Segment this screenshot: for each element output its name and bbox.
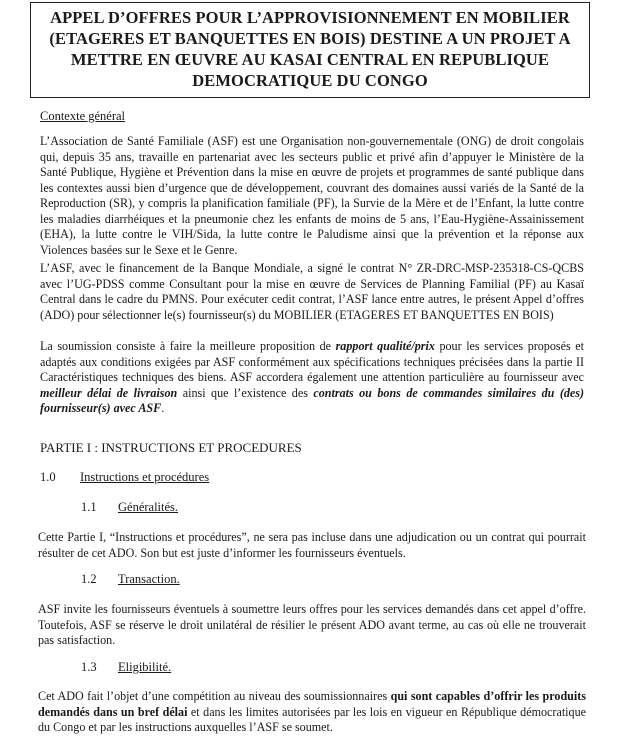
section-1-3-text-c: et dans les limites autorisées par les lois en vigueur en République démocratique du Congo et par les instructions auxquelles l’ASF se soumet. <box>38 704 586 734</box>
section-1-2-text: ASF invite les fournisseurs éventuels à soumettre leurs offres pour les services demandés dans cet appel d’offre. Toutefois, ASF se réserve le droit unilatéral de résilier le présent ADO avant terme, au cas où elle ne trouverait pas satisfaction. <box>38 602 586 647</box>
section-1-3-number: 1.3 <box>81 660 97 674</box>
context-p3-text-g: . <box>161 401 165 415</box>
context-p3-text-a: La soumission consiste à faire la meilleure proposition de <box>40 339 336 353</box>
section-1-2-heading <box>81 572 180 587</box>
part1-heading: PARTIE I : INSTRUCTIONS ET PROCEDURES <box>40 440 302 455</box>
section-1-0-heading <box>40 470 209 485</box>
title-line-2: (ETAGERES ET BANQUETTES EN BOIS) DESTINE A UN PROJET A <box>49 29 571 48</box>
section-1-3-text <box>38 689 586 736</box>
context-p3-emph-quality-price: rapport qualité/prix <box>335 339 435 353</box>
title-line-1: APPEL D’OFFRES POUR L’APPROVISIONNEMENT EN MOBILIER <box>50 8 570 27</box>
section-1-1-label: Généralités. <box>118 500 179 514</box>
section-1-1-text: Cette Partie I, “Instructions et procédures”, ne sera pas incluse dans une adjudication ou un contrat qui pourrait résulter de cet ADO. Son but est juste d’informer les fournisseurs éventuels. <box>38 530 586 560</box>
section-1-2-label: Transaction. <box>118 572 180 586</box>
title-line-3: METTRE EN ŒUVRE AU KASAI CENTRAL EN REPUBLIQUE <box>70 50 550 69</box>
section-1-3-text-a: Cet ADO fait l’objet d’une compétition au niveau des soumissionnaires <box>38 689 391 703</box>
section-1-0-number: 1.0 <box>40 470 56 484</box>
section-1-1-heading <box>81 500 178 515</box>
title-line-4: DEMOCRATIQUE DU CONGO <box>192 71 428 90</box>
section-1-2-number: 1.2 <box>81 572 97 586</box>
context-p3-emph-contracts: contrats ou bons de commandes similaires du (des) fournisseur(s) avec ASF <box>40 385 584 415</box>
context-heading: Contexte général <box>40 109 126 123</box>
context-paragraph-1: L’Association de Santé Familiale (ASF) est une Organisation non-gouvernementale (ONG) de droit congolais qui, depuis 35 ans, travaille en partenariat avec les secteurs public et privé afin d’appuyer le Ministère de la Santé Publique, Hygiène et Prévention dans la mise en œuvre de projets et programmes de santé publique dans les contextes aussi bien d’urgence que de développement, couvrant des domaines aussi variés de la Santé de la Reproduction (SR), y compris la planification familiale (PF), la Survie de la Mère et de l’Enfant, la lutte contre les maladies diarrhéiques et la pneumonie chez les enfants de moins de 5 ans, l’Eau-Hygiène-Assainissement (EHA), la lutte contre le VIH/Sida, la lutte contre le Paludisme ainsi que la prévention et la réponse aux Violences basées sur le Sexe et le Genre. <box>40 134 584 257</box>
document-title-box <box>30 2 590 98</box>
context-p3-text-c: pour les services proposés et adaptés aux conditions exigées par ASF conformément aux spécifications techniques précisées dans la partie II Caractéristiques techniques des biens. ASF accordera également une attention particulière au fournisseur avec <box>40 339 584 384</box>
section-1-0-label: Instructions et procédures <box>80 470 210 484</box>
context-p3-text-e: ainsi que l’existence des <box>177 385 314 400</box>
section-1-3-label: Eligibilité. <box>118 660 172 674</box>
section-1-3-heading <box>81 660 171 675</box>
context-paragraph-3 <box>40 339 584 417</box>
context-p3-emph-delivery: meilleur délai de livraison <box>40 385 178 400</box>
context-paragraph-2: L’ASF, avec le financement de la Banque Mondiale, a signé le contrat N° ZR-DRC-MSP-235318-CS-QCBS avec l’UG-PDSS comme Consultant pour la mise en œuvre de Services de Planning Familial (PF) au Kasaï Central dans le cadre du PMNS. Pour exécuter cedit contrat, l’ASF lance entre autres, le présent Appel d’offres (ADO) pour sélectionner le(s) fournisseur(s) du MOBILIER (ETAGERES ET BANQUETTES EN BOIS) <box>40 261 584 322</box>
section-1-1-number: 1.1 <box>81 500 97 514</box>
section-1-3-emph: qui sont capables d’offrir les produits demandés dans un bref délai <box>38 689 586 719</box>
